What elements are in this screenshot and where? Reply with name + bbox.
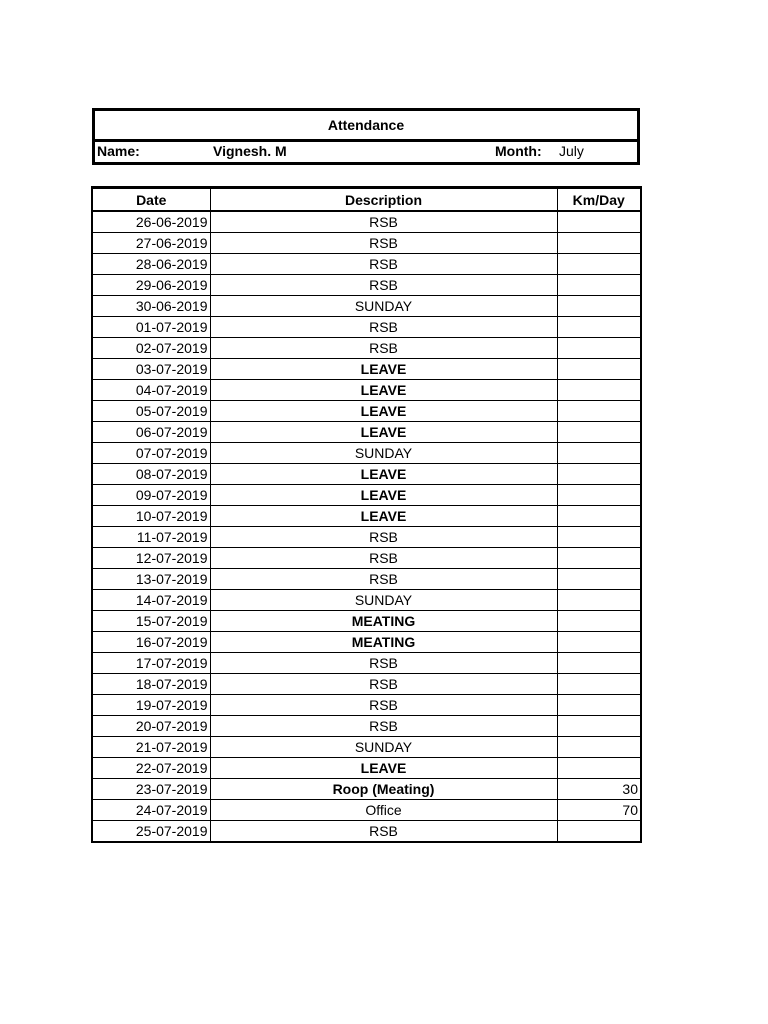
table-row [92,653,641,674]
date-cell: 08-07-2019 [92,464,210,485]
attendance-header [92,108,640,165]
date-cell: 09-07-2019 [92,485,210,506]
table-header-row [92,188,641,212]
table-row [92,737,641,758]
description-cell: RSB [210,275,557,296]
name-value: Vignesh. M [213,143,287,159]
description-cell: RSB [210,821,557,843]
km-cell [557,443,641,464]
description-cell: RSB [210,674,557,695]
km-cell [557,569,641,590]
date-cell: 19-07-2019 [92,695,210,716]
date-cell: 23-07-2019 [92,779,210,800]
table-row [92,527,641,548]
table-row [92,233,641,254]
date-cell: 03-07-2019 [92,359,210,380]
date-cell: 12-07-2019 [92,548,210,569]
date-cell: 27-06-2019 [92,233,210,254]
km-cell [557,317,641,338]
km-cell [557,758,641,779]
date-cell: 16-07-2019 [92,632,210,653]
date-cell: 20-07-2019 [92,716,210,737]
table-row [92,632,641,653]
description-cell: LEAVE [210,506,557,527]
description-cell: LEAVE [210,758,557,779]
km-cell [557,211,641,233]
description-cell: LEAVE [210,464,557,485]
table-row [92,716,641,737]
km-cell [557,548,641,569]
description-cell: RSB [210,233,557,254]
table-row [92,611,641,632]
attendance-table [91,186,642,843]
column-header-date: Date [92,188,210,212]
table-row [92,443,641,464]
date-cell: 18-07-2019 [92,674,210,695]
date-cell: 10-07-2019 [92,506,210,527]
date-cell: 29-06-2019 [92,275,210,296]
date-cell: 22-07-2019 [92,758,210,779]
km-cell [557,674,641,695]
date-cell: 28-06-2019 [92,254,210,275]
description-cell: SUNDAY [210,443,557,464]
km-cell [557,821,641,843]
table-row [92,695,641,716]
table-row [92,338,641,359]
km-cell [557,422,641,443]
description-cell: RSB [210,338,557,359]
km-cell [557,464,641,485]
date-cell: 24-07-2019 [92,800,210,821]
table-row [92,821,641,843]
table-row [92,211,641,233]
date-cell: 06-07-2019 [92,422,210,443]
table-row [92,779,641,800]
description-cell: SUNDAY [210,737,557,758]
description-cell: LEAVE [210,422,557,443]
km-cell [557,254,641,275]
km-cell [557,716,641,737]
description-cell: Roop (Meating) [210,779,557,800]
name-label: Name: [97,143,140,159]
description-cell: RSB [210,211,557,233]
table-row [92,464,641,485]
date-cell: 21-07-2019 [92,737,210,758]
column-header-km: Km/Day [557,188,641,212]
km-cell [557,611,641,632]
month-value: July [559,143,584,159]
km-cell [557,296,641,317]
table-row [92,401,641,422]
km-cell [557,695,641,716]
table-row [92,254,641,275]
km-cell [557,359,641,380]
table-body [92,211,641,842]
description-cell: LEAVE [210,485,557,506]
description-cell: RSB [210,716,557,737]
date-cell: 26-06-2019 [92,211,210,233]
table-row [92,359,641,380]
km-cell [557,233,641,254]
date-cell: 30-06-2019 [92,296,210,317]
km-cell [557,401,641,422]
page-title: Attendance [95,111,637,142]
table-row [92,485,641,506]
km-cell [557,380,641,401]
table-row [92,548,641,569]
date-cell: 13-07-2019 [92,569,210,590]
table-row [92,590,641,611]
description-cell: RSB [210,653,557,674]
header-info-row [95,142,637,162]
description-cell: RSB [210,569,557,590]
km-cell [557,653,641,674]
date-cell: 17-07-2019 [92,653,210,674]
km-cell [557,527,641,548]
month-label: Month: [495,143,542,159]
description-cell: LEAVE [210,380,557,401]
date-cell: 25-07-2019 [92,821,210,843]
km-cell [557,275,641,296]
description-cell: RSB [210,254,557,275]
table-row [92,569,641,590]
date-cell: 07-07-2019 [92,443,210,464]
date-cell: 01-07-2019 [92,317,210,338]
date-cell: 15-07-2019 [92,611,210,632]
description-cell: Office [210,800,557,821]
description-cell: RSB [210,527,557,548]
description-cell: LEAVE [210,359,557,380]
date-cell: 02-07-2019 [92,338,210,359]
table-row [92,422,641,443]
km-cell: 70 [557,800,641,821]
km-cell: 30 [557,779,641,800]
description-cell: MEATING [210,611,557,632]
date-cell: 05-07-2019 [92,401,210,422]
description-cell: RSB [210,548,557,569]
table-row [92,674,641,695]
date-cell: 11-07-2019 [92,527,210,548]
table-row [92,506,641,527]
description-cell: LEAVE [210,401,557,422]
date-cell: 04-07-2019 [92,380,210,401]
km-cell [557,506,641,527]
km-cell [557,632,641,653]
table-row [92,758,641,779]
date-cell: 14-07-2019 [92,590,210,611]
km-cell [557,590,641,611]
column-header-description: Description [210,188,557,212]
description-cell: SUNDAY [210,296,557,317]
description-cell: RSB [210,695,557,716]
km-cell [557,737,641,758]
table-row [92,275,641,296]
table-row [92,800,641,821]
table-row [92,296,641,317]
description-cell: SUNDAY [210,590,557,611]
description-cell: RSB [210,317,557,338]
km-cell [557,338,641,359]
table-row [92,380,641,401]
table-row [92,317,641,338]
km-cell [557,485,641,506]
description-cell: MEATING [210,632,557,653]
